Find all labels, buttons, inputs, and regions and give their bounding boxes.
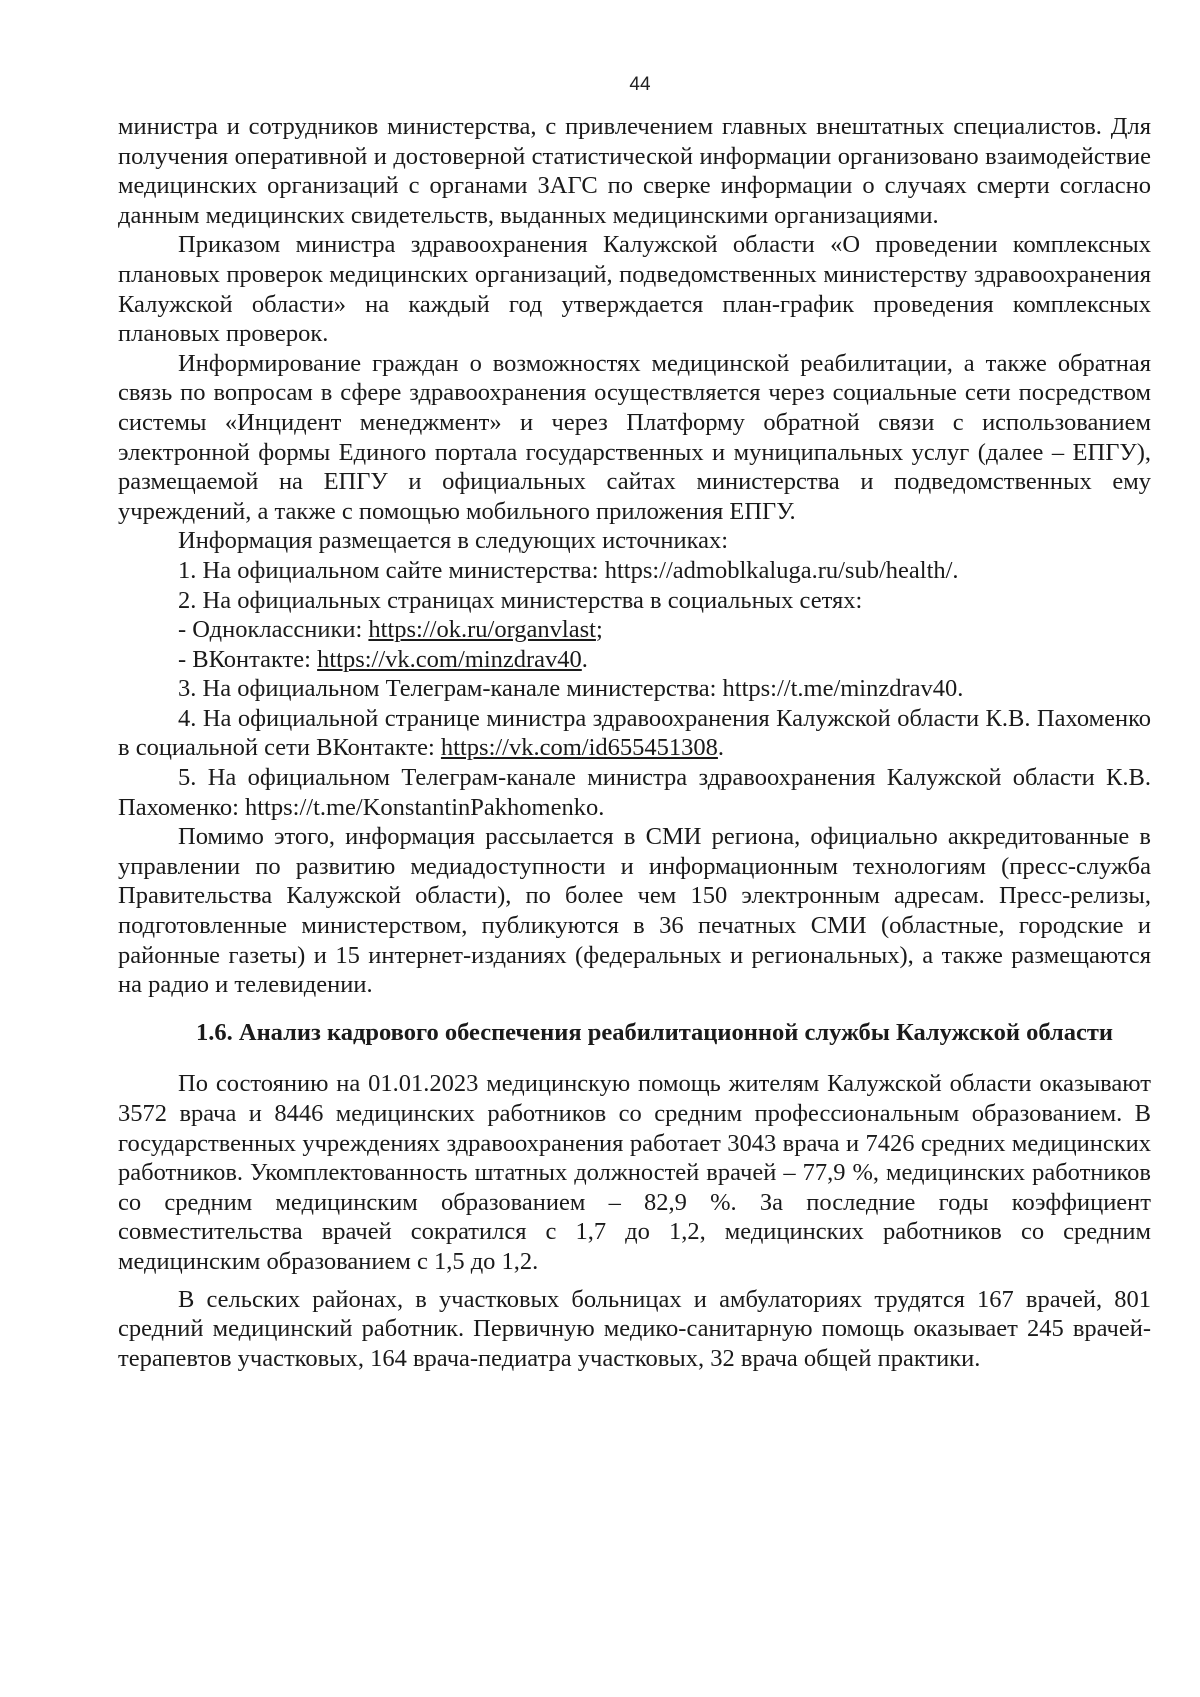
source-item-3 <box>118 674 1151 704</box>
source-item-4-text: 4. На официальной странице министра здравоохранения Калужской области К.В. Пахоменко в социальной сети ВКонтакте: <box>118 704 1151 762</box>
paragraph-staffing: По состоянию на 01.01.2023 медицинскую помощь жителям Калужской области оказывают 3572 врача и 8446 медицинских работников со средним профессиональным образованием. В государственных учреждениях здравоохранения работает 3043 врача и 7426 средних медицинских работников. Укомплектованность штатных должностей врачей – 77,9 %, медицинских работников со средним медицинским образованием – 82,9 %. За последние годы коэффициент совместительства врачей сократился с 1,7 до 1,2, медицинских работников со средним медицинским образованием с 1,5 до 1,2. <box>118 1070 1151 1275</box>
source-item-1-url: https://admoblkaluga.ru/sub/health/. <box>604 556 959 584</box>
section-title: 1.6. Анализ кадрового обеспечения реабилитационной службы Калужской области <box>196 1018 1113 1046</box>
paragraph-continuation: министра и сотрудников министерства, с привлечением главных внештатных специалистов. Для получения оперативной и достоверной статистической информации организовано взаимодействие медицинских организаций с органами ЗАГС по сверке информации о случаях смерти согласно данным медицинских свидетельств, выданных медицинскими организациями. <box>118 113 1151 229</box>
source-item-5-text: 5. На официальном Телеграм-канале министра здравоохранения Калужской области К.В. Пахоменко: <box>118 764 1151 821</box>
minister-vk-link[interactable]: https://vk.com/id655451308 <box>440 734 718 762</box>
vk-link[interactable]: https://vk.com/minzdrav40 <box>317 645 582 673</box>
source-item-5 <box>118 763 1151 822</box>
source-item-3-url: https://t.me/minzdrav40. <box>722 675 964 703</box>
page-number: 44 <box>629 74 651 95</box>
source-vk <box>118 645 1151 675</box>
source-vk-suffix: . <box>581 645 588 673</box>
source-ok-suffix: ; <box>595 616 603 644</box>
paragraph-sources-intro: Информация размещается в следующих источниках: <box>178 527 729 555</box>
ok-link[interactable]: https://ok.ru/organvlast <box>368 616 596 644</box>
source-item-5-url: https://t.me/KonstantinPakhomenko. <box>245 793 605 821</box>
source-item-4-suffix: . <box>717 734 725 762</box>
paragraph-order: Приказом министра здравоохранения Калужской области «О проведении комплексных плановых проверок медицинских организаций, подведомственных министерству здравоохранения Калужской области» на каждый год утверждается план-график проведения комплексных плановых проверок. <box>118 231 1151 348</box>
source-item-1 <box>118 556 1151 586</box>
source-ok-label: - Одноклассники: <box>178 616 369 644</box>
paragraph-media: Помимо этого, информация рассылается в СМИ региона, официально аккредитованные в управлении по развитию медиадоступности и информационным технологиям (пресс-служба Правительства Калужской области), по более чем 150 электронным адресам. Пресс-релизы, подготовленные министерством, публикуются в 36 печатных СМИ (областные, городские и районные газеты) и 15 интернет-изданиях (федеральных и региональных), а также размещаются на радио и телевидении. <box>118 823 1151 999</box>
document-body <box>118 112 1151 1373</box>
source-vk-label: - ВКонтакте: <box>178 645 318 673</box>
source-item-1-text: 1. На официальном сайте министерства: <box>178 556 605 584</box>
source-item-2: 2. На официальных страницах министерства в социальных сетях: <box>178 586 863 614</box>
source-item-3-text: 3. На официальном Телеграм-канале министерства: <box>178 675 723 703</box>
source-item-4 <box>118 704 1151 763</box>
paragraph-informing: Информирование граждан о возможностях медицинской реабилитации, а также обратная связь по вопросам в сфере здравоохранения осуществляется через социальные сети посредством системы «Инцидент менеджмент» и через Платформу обратной связи с использованием электронной формы Единого портала государственных и муниципальных услуг (далее – ЕПГУ), размещаемой на ЕПГУ и официальных сайтах министерства и подведомственных ему учреждений, а также с помощью мобильного приложения ЕПГУ. <box>118 349 1151 525</box>
paragraph-rural: В сельских районах, в участковых больницах и амбулаториях трудятся 167 врачей, 801 средний медицинский работник. Первичную медико-санитарную помощь оказывает 245 врачей-терапевтов участковых, 164 врача-педиатра участковых, 32 врача общей практики. <box>118 1285 1151 1372</box>
source-ok <box>118 615 1151 645</box>
